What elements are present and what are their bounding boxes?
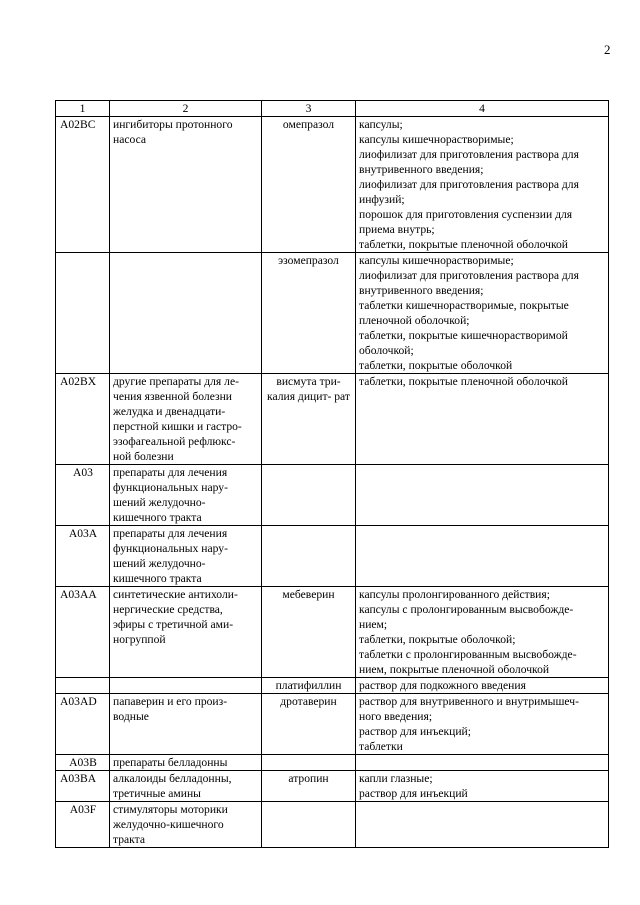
dosage-form-cell — [356, 755, 609, 771]
inn-cell — [262, 465, 356, 526]
atc-code-cell: A02BX — [56, 374, 110, 465]
table-row — [56, 526, 609, 587]
table-row — [56, 253, 609, 374]
atc-code-cell: A03AD — [56, 694, 110, 755]
inn-cell — [262, 755, 356, 771]
dosage-form-cell: таблетки, покрытые пленочной оболочкой — [356, 374, 609, 465]
inn-cell: омепразол — [262, 117, 356, 253]
header-cell-3: 3 — [262, 101, 356, 117]
group-cell — [110, 678, 262, 694]
group-cell: синтетические антихоли- нергические средства, эфиры с третичной ами- ногруппой — [110, 587, 262, 678]
atc-code-cell — [56, 678, 110, 694]
group-cell: стимуляторы моторики желудочно-кишечного тракта — [110, 802, 262, 848]
dosage-form-cell — [356, 465, 609, 526]
group-cell: препараты для лечения функциональных нару- шений желудочно- кишечного тракта — [110, 526, 262, 587]
page-number: 2 — [604, 42, 611, 57]
inn-cell — [262, 802, 356, 848]
group-cell: алкалоиды белладонны, третичные амины — [110, 771, 262, 802]
atc-code-cell: A03BA — [56, 771, 110, 802]
group-cell: препараты для лечения функциональных нару- шений желудочно- кишечного тракта — [110, 465, 262, 526]
group-cell: другие препараты для ле- чения язвенной болезни желудка и двенадцати- перстной кишки и гастро- эзофагеальной рефлюкс- ной болезни — [110, 374, 262, 465]
table-row — [56, 755, 609, 771]
table-row — [56, 694, 609, 755]
table-row — [56, 587, 609, 678]
dosage-form-cell: капсулы; капсулы кишечнорастворимые; лиофилизат для приготовления раствора для внутривенного введения; лиофилизат для приготовления раствора для инфузий; порошок для приготовления суспензии для приема внутрь; таблетки, покрытые пленочной оболочкой — [356, 117, 609, 253]
atc-code-cell: A02BC — [56, 117, 110, 253]
header-cell-4: 4 — [356, 101, 609, 117]
inn-cell: мебеверин — [262, 587, 356, 678]
table-row — [56, 678, 609, 694]
inn-cell: эзомепразол — [262, 253, 356, 374]
dosage-form-cell: капли глазные; раствор для инъекций — [356, 771, 609, 802]
atc-code-cell: A03B — [56, 755, 110, 771]
table-row — [56, 802, 609, 848]
header-cell-2: 2 — [110, 101, 262, 117]
atc-code-cell: A03A — [56, 526, 110, 587]
dosage-form-cell: раствор для внутривенного и внутримышеч- ного введения; раствор для инъекций; таблетки — [356, 694, 609, 755]
atc-code-cell — [56, 253, 110, 374]
group-cell: препараты белладонны — [110, 755, 262, 771]
header-cell-1: 1 — [56, 101, 110, 117]
inn-cell: висмута три- калия дицит- рат — [262, 374, 356, 465]
dosage-form-cell: капсулы пролонгированного действия; капсулы с пролонгированным высвобожде- нием; таблетки, покрытые оболочкой; таблетки с пролонгированным высвобожде- нием, покрытые пленочной оболочкой — [356, 587, 609, 678]
inn-cell: платифиллин — [262, 678, 356, 694]
inn-cell: дротаверин — [262, 694, 356, 755]
dosage-form-cell: капсулы кишечнорастворимые; лиофилизат для приготовления раствора для внутривенного введения; таблетки кишечнорастворимые, покрытые пленочной оболочкой; таблетки, покрытые кишечнорастворимой оболочкой; таблетки, покрытые оболочкой — [356, 253, 609, 374]
group-cell: ингибиторы протонного насоса — [110, 117, 262, 253]
table-row — [56, 374, 609, 465]
inn-cell: атропин — [262, 771, 356, 802]
dosage-form-cell: раствор для подкожного введения — [356, 678, 609, 694]
table-row — [56, 465, 609, 526]
table-row — [56, 771, 609, 802]
dosage-form-cell — [356, 526, 609, 587]
dosage-form-cell — [356, 802, 609, 848]
atc-code-cell: A03 — [56, 465, 110, 526]
atc-code-cell: A03F — [56, 802, 110, 848]
drug-table — [55, 100, 609, 848]
group-cell — [110, 253, 262, 374]
atc-code-cell: A03AA — [56, 587, 110, 678]
group-cell: папаверин и его произ- водные — [110, 694, 262, 755]
inn-cell — [262, 526, 356, 587]
table-header-row — [56, 101, 609, 117]
table-row — [56, 117, 609, 253]
